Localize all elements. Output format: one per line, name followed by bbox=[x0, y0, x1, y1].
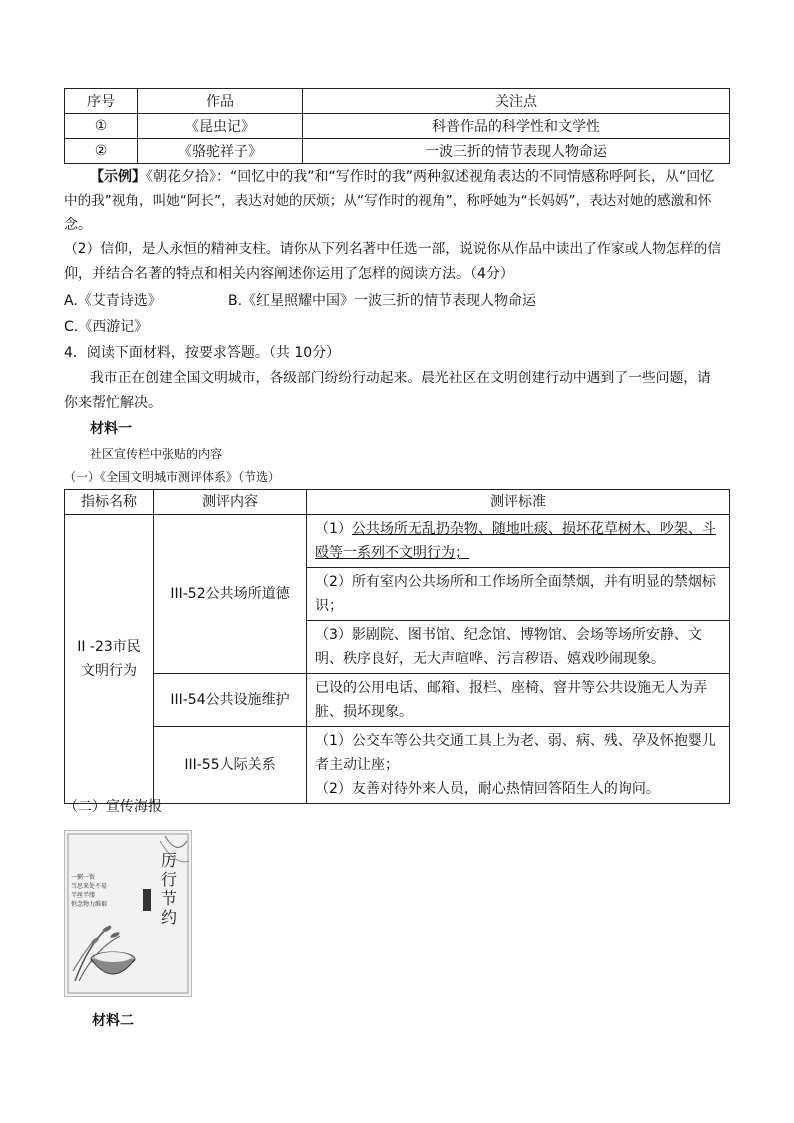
table-cell: 一波三折的情节表现人物命运 bbox=[303, 139, 730, 164]
poster-title-char: 行 bbox=[160, 870, 177, 889]
indicator-line: 文明行为 bbox=[81, 663, 137, 679]
standard-text: （1）公交车等公共交通工具上为老、弱、病、残、孕及怀抱婴儿 bbox=[315, 733, 716, 749]
q2-option-a: A.《艾青诗选》 bbox=[64, 293, 162, 309]
table-header: 作品 bbox=[138, 89, 303, 114]
standard-text: （2）所有室内公共场所和工作场所全面禁烟，并有明显的禁烟标 bbox=[315, 574, 716, 590]
indicator-line: II -23市民 bbox=[77, 639, 141, 655]
poster-poem bbox=[71, 873, 141, 909]
table-cell: 《骆驼祥子》 bbox=[138, 139, 303, 164]
table-header: 序号 bbox=[65, 89, 138, 114]
poster-poem-line: 半丝半缕 bbox=[71, 892, 96, 899]
table-cell: ① bbox=[65, 114, 138, 139]
poster-title-char: 约 bbox=[160, 908, 177, 927]
table-cell: 科普作品的科学性和文学性 bbox=[303, 114, 730, 139]
example-text: 《朝花夕拾》：“回忆中的我”和“写作时的我”两种叙述视角表达的不同情感称呼阿长，从“回忆 bbox=[146, 169, 715, 185]
system-caption: （一）《全国文明城市测评体系》（节选） bbox=[64, 470, 281, 484]
example-line-3: 念。 bbox=[64, 217, 92, 233]
table-header: 测评标准 bbox=[307, 490, 730, 515]
indicator-cell bbox=[65, 515, 154, 804]
standard-cell bbox=[307, 515, 730, 568]
standard-text: 已设的公用电话、邮箱、报栏、座椅、窨井等公共设施无人为弄 bbox=[315, 680, 707, 696]
standard-text: 殴等一系列不文明行为； bbox=[315, 545, 469, 561]
poster-title-char: 节 bbox=[160, 889, 177, 908]
example-line-2: 中的我”视角，叫她“阿长”，表达对她的厌烦；从“写作时的视角”，称呼她为“长妈妈”，表达对她的感激和怀 bbox=[64, 193, 712, 209]
q2-line-1: （2）信仰，是人永恒的精神支柱。请你从下列名著中任选一部，说说你从作品中读出了作家或人物怎样的信 bbox=[64, 241, 722, 257]
bulletin-caption: 社区宣传栏中张贴的内容 bbox=[90, 447, 223, 461]
standard-text: 明、秩序良好，无大声喧哗、污言秽语、嬉戏吵闹现象。 bbox=[315, 651, 665, 667]
table-header: 测评内容 bbox=[154, 490, 307, 515]
standard-text: 者主动让座； bbox=[315, 757, 399, 773]
standard-cell bbox=[307, 674, 730, 727]
table-header: 关注点 bbox=[303, 89, 730, 114]
works-table bbox=[64, 88, 730, 164]
material-one-label: 材料一 bbox=[90, 421, 132, 437]
poster-heading: （二）宣传海报 bbox=[64, 799, 162, 815]
standard-text: （2）友善对待外来人员，耐心热情回答陌生人的询问。 bbox=[315, 781, 660, 797]
standard-text: 公共场所无乱扔杂物、随地吐痰、损坏花草树木、吵架、斗 bbox=[351, 521, 716, 537]
standard-text: （3）影剧院、图书馆、纪念馆、博物馆、会场等场所安静、文 bbox=[315, 627, 702, 643]
standard-text: 识； bbox=[315, 598, 343, 614]
poster-poem-line: 当思来处不易 bbox=[71, 883, 108, 890]
q2-option-b: B.《红星照耀中国》一波三折的情节表现人物命运 bbox=[228, 293, 537, 309]
content-cell: III-52公共场所道德 bbox=[154, 515, 307, 674]
q4-para-1: 我市正在创建全国文明城市，各级部门纷纷行动起来。晨光社区在文明创建行动中遇到了一些问题，请 bbox=[90, 370, 711, 386]
q2-line-2: 仰，并结合名著的特点和相关内容阐述你运用了怎样的阅读方法。（4分） bbox=[64, 266, 514, 282]
q2-option-c: C.《西游记》 bbox=[64, 319, 149, 335]
content-cell: III-55人际关系 bbox=[154, 727, 307, 804]
poster-title-char: 厉 bbox=[160, 851, 177, 870]
poster-poem-line: 一粥一饭 bbox=[71, 874, 96, 881]
standard-cell bbox=[307, 727, 730, 804]
table-cell: ② bbox=[65, 139, 138, 164]
standard-cell bbox=[307, 568, 730, 621]
standard-text: （1） bbox=[315, 521, 352, 537]
example-line-1 bbox=[90, 166, 714, 188]
table-row bbox=[65, 139, 730, 164]
table-row bbox=[65, 114, 730, 139]
standard-text: 脏、损坏现象。 bbox=[315, 704, 413, 720]
table-cell: 《昆虫记》 bbox=[138, 114, 303, 139]
content-cell: III-54公共设施维护 bbox=[154, 674, 307, 727]
material-two-label: 材料二 bbox=[92, 1013, 134, 1029]
table-header: 指标名称 bbox=[65, 490, 154, 515]
poster-title bbox=[155, 851, 183, 927]
example-label: 【示例】 bbox=[90, 169, 146, 185]
q4-para-2: 你来帮忙解决。 bbox=[64, 395, 162, 411]
evaluation-table bbox=[64, 489, 730, 804]
poster-poem-line: 恒念物力维艰 bbox=[71, 901, 108, 908]
q4-title: 4．阅读下面材料，按要求答题。（共 10分） bbox=[64, 345, 341, 361]
standard-cell bbox=[307, 621, 730, 674]
propaganda-poster bbox=[64, 830, 192, 997]
